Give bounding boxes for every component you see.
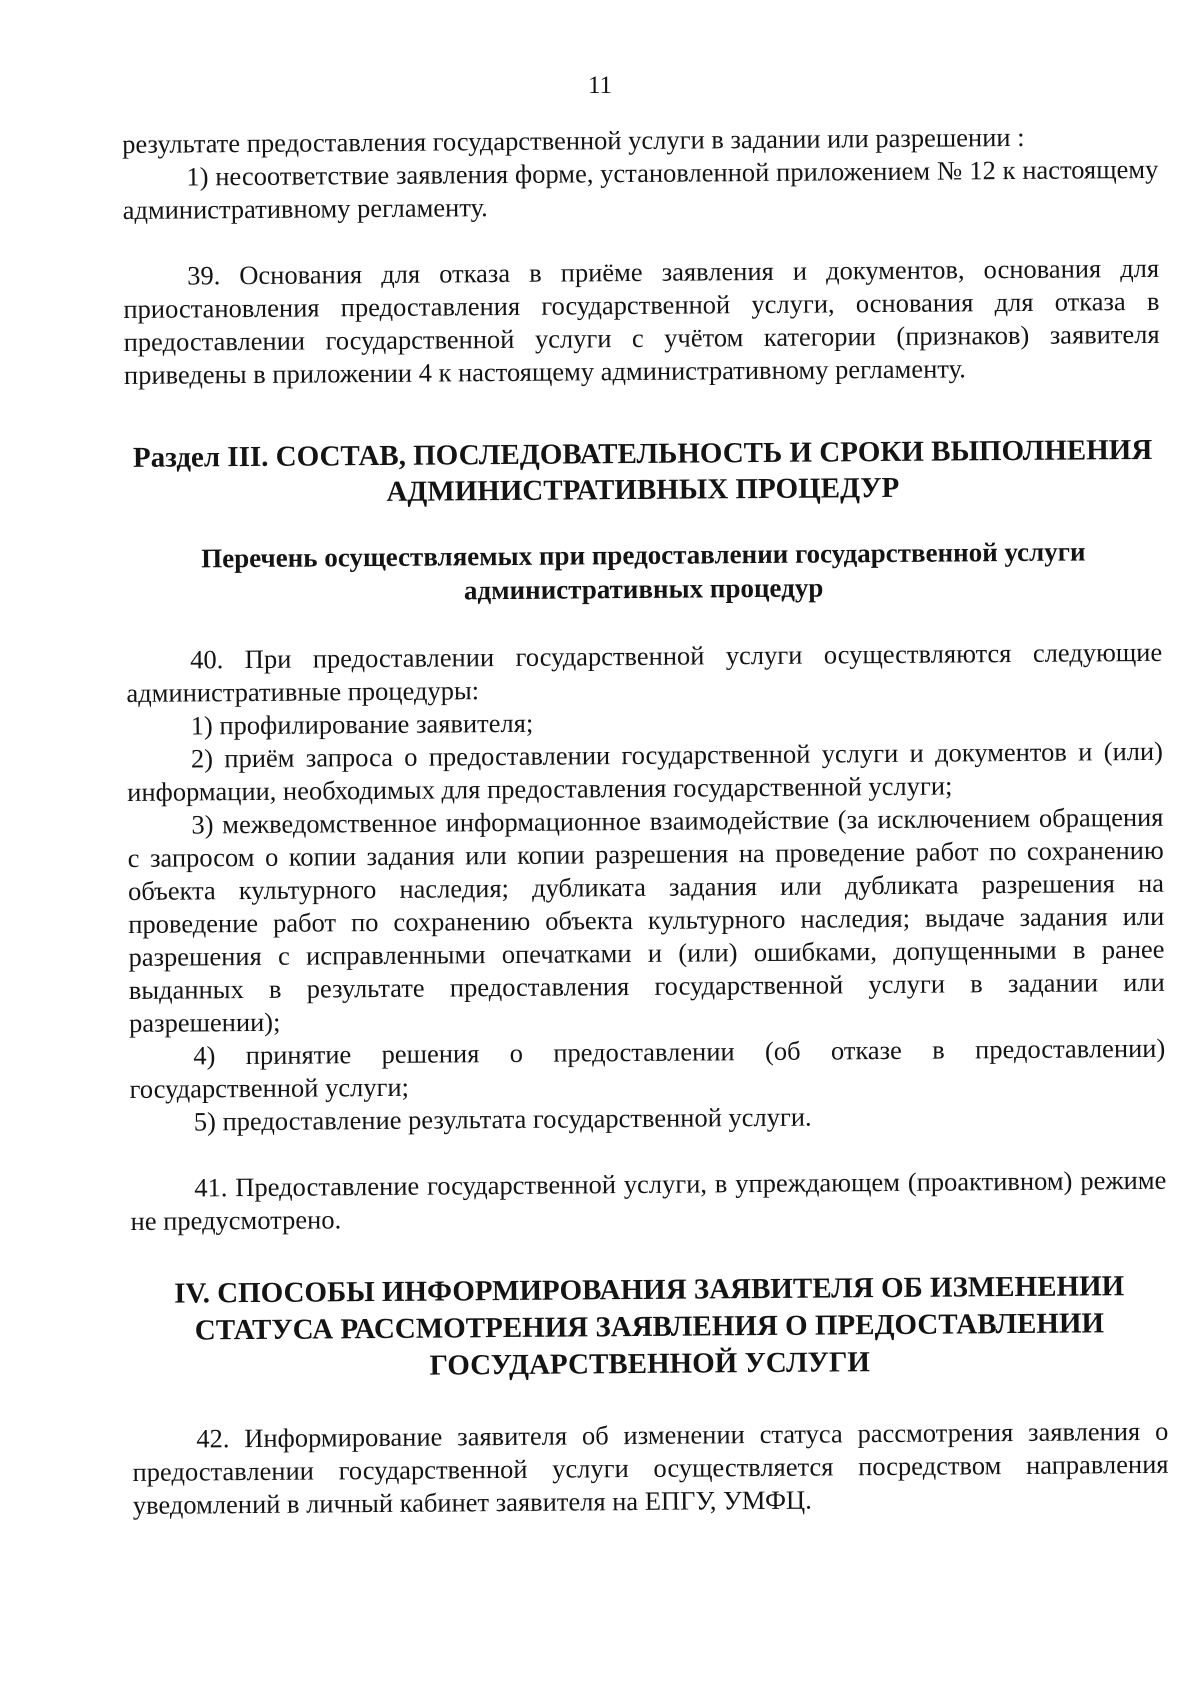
paragraph-40: 40. При предоставлении государственной услуги осуществляются следующие административные процедуры:: [126, 636, 1163, 708]
list-item: 1) профилирование заявителя;: [190, 707, 534, 741]
paragraph-42: 42. Информирование заявителя об изменении статуса рассмотрения заявления о предоставлении государственной услуги осуществляется посредством направления уведомлений в личный кабинет заявителя на ЕПГУ, УМФЦ.: [132, 1415, 1169, 1520]
section-3-title-line-1: Раздел III. СОСТАВ, ПОСЛЕДОВАТЕЛЬНОСТЬ И СРОКИ ВЫПОЛНЕНИЯ: [132, 433, 1153, 474]
section-4-title-line-2: СТАТУСА РАССМОТРЕНИЯ ЗАЯВЛЕНИЯ О ПРЕДОСТАВЛЕНИИ: [194, 1307, 1105, 1347]
document-body: [122, 120, 1169, 1522]
subsection-title-line-1: Перечень осуществляемых при предоставлении государственной услуги: [201, 536, 1086, 574]
section-4-title-line-1: IV. СПОСОБЫ ИНФОРМИРОВАНИЯ ЗАЯВИТЕЛЯ ОБ ИЗМЕНЕНИИ: [174, 1270, 1125, 1310]
page-number: 11: [587, 72, 613, 99]
list-item: 1) несоответствие заявления форме, установленной приложением № 12 к настоящему административному регламенту.: [122, 153, 1159, 225]
list-item: 3) межведомственное информационное взаимодействие (за исключением обращения с запросом о копии задания или копии разрешения на проведение работ по сохранению объекта культурного наследия; дубликата задания или дубликата разрешения на проведение работ по сохранению объекта культурного наследия; выдаче задания или разрешения с исправленными опечатками и (или) ошибками, допущенными в ранее выданных в результате предоставления государственной услуги в задании или разрешении);: [127, 801, 1165, 1038]
continuation-line: результате предоставления государственной услуги в задании или разрешении :: [122, 121, 1025, 159]
subsection-title-line-2: административных процедур: [463, 572, 824, 606]
section-3-title-line-2: АДМИНИСТРАТИВНЫХ ПРОЦЕДУР: [386, 471, 900, 508]
paragraph-39: 39. Основания для отказа в приёме заявления и документов, основания для приостановления предоставления государственной услуги, основания для отказа в предоставлении государственной услуги с учётом категории (признаков) заявителя приведены в приложении 4 к настоящему административному регламенту.: [123, 252, 1160, 390]
section-3-title: [124, 432, 1161, 512]
spacer: [124, 384, 1160, 440]
section-4-title: [131, 1268, 1168, 1387]
paragraph-41: 41. Предоставление государственной услуги, в упреждающем (проактивном) режиме не предусмотрено.: [130, 1164, 1167, 1236]
list-item: 5) предоставление результата государственной услуги.: [193, 1101, 812, 1137]
section-4-title-line-3: ГОСУДАРСТВЕННОЙ УСЛУГИ: [429, 1346, 871, 1382]
list-item: 2) приём запроса о предоставлении государственной услуги и документов и (или) информации, необходимых для предоставления государственной услуги;: [127, 735, 1164, 807]
list-item: 4) принятие решения о предоставлении (об отказе в предоставлении) государственной услуги;: [129, 1032, 1166, 1104]
subsection-title: [125, 534, 1162, 610]
